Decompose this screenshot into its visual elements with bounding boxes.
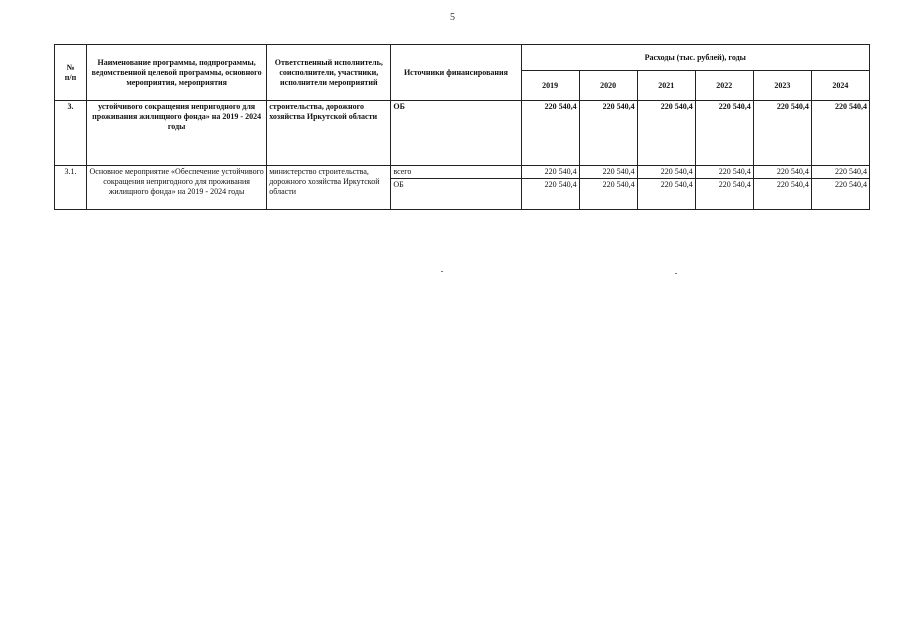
row-value: 220 540,4	[637, 179, 695, 210]
page-number: 5	[450, 12, 455, 23]
header-source: Источники финансирования	[391, 45, 521, 101]
row-value: 220 540,4	[695, 179, 753, 210]
header-responsible: Ответственный исполнитель, соисполнители, участники, исполнители мероприятий	[267, 45, 391, 101]
row-value: 220 540,4	[753, 179, 811, 210]
row-value: 220 540,4	[811, 101, 869, 166]
row-responsible: строительства, дорожного хозяйства Иркутской области	[267, 101, 391, 166]
header-year: 2021	[637, 71, 695, 101]
row-value: 220 540,4	[579, 101, 637, 166]
header-name: Наименование программы, подпрограммы, ведомственной целевой программы, основного мероприятия, мероприятия	[87, 45, 267, 101]
header-year: 2022	[695, 71, 753, 101]
row-value: 220 540,4	[637, 101, 695, 166]
row-value: 220 540,4	[521, 101, 579, 166]
row-value: 220 540,4	[637, 166, 695, 179]
row-value: 220 540,4	[579, 179, 637, 210]
header-year: 2020	[579, 71, 637, 101]
table-row	[55, 101, 870, 166]
header-expenses: Расходы (тыс. рублей), годы	[521, 45, 869, 71]
row-name: устойчивого сокращения непригодного для проживания жилищного фонда» на 2019 - 2024 годы	[87, 101, 267, 166]
row-source: ОБ	[391, 179, 521, 210]
row-value: 220 540,4	[695, 101, 753, 166]
table-header-row	[55, 45, 870, 71]
header-year: 2023	[753, 71, 811, 101]
header-num: № п/п	[55, 45, 87, 101]
table-row	[55, 166, 870, 179]
row-responsible: министерство строительства, дорожного хозяйства Иркутской области	[267, 166, 391, 210]
header-year: 2024	[811, 71, 869, 101]
row-value: 220 540,4	[811, 179, 869, 210]
row-name: Основное мероприятие «Обеспечение устойчивого сокращения непригодного для проживания жилищного фонда» на 2019 - 2024 годы	[87, 166, 267, 210]
row-source: ОБ	[391, 101, 521, 166]
row-value: 220 540,4	[753, 166, 811, 179]
row-source: всего	[391, 166, 521, 179]
row-value: 220 540,4	[695, 166, 753, 179]
row-value: 220 540,4	[753, 101, 811, 166]
budget-table	[54, 44, 870, 210]
row-num: 3.	[55, 101, 87, 166]
row-value: 220 540,4	[579, 166, 637, 179]
row-value: 220 540,4	[811, 166, 869, 179]
scan-speck	[675, 273, 677, 274]
row-value: 220 540,4	[521, 179, 579, 210]
scan-speck	[441, 271, 443, 272]
row-num: 3.1.	[55, 166, 87, 210]
row-value: 220 540,4	[521, 166, 579, 179]
header-year: 2019	[521, 71, 579, 101]
